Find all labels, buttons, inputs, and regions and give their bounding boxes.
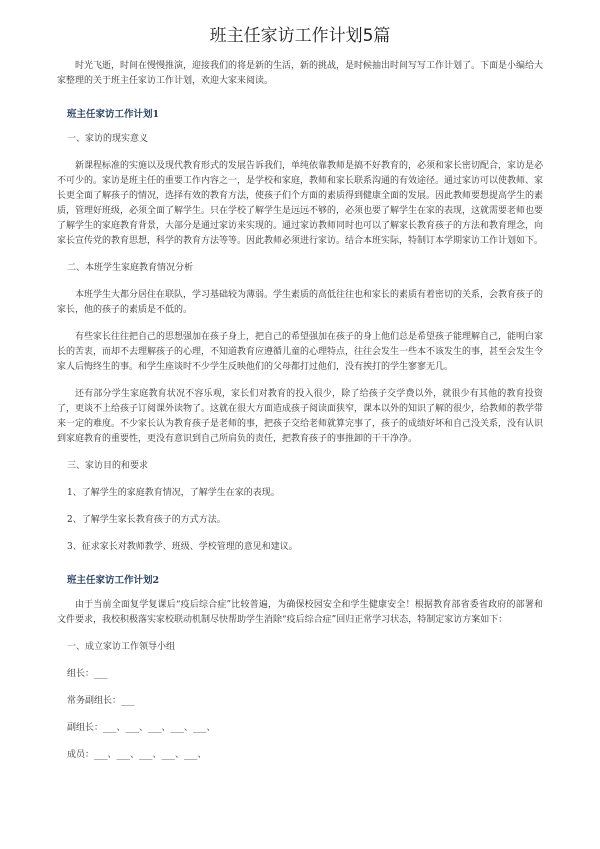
plan1-goal-1: 1、了解学生的家庭教育情况，了解学生在家的表现。 [67,488,280,498]
intro-paragraph: 时光飞逝，时间在慢慢推演，迎接我们的将是新的生活，新的挑战，是时候抽出时间写写工作计划了。下面是小编给大家整理的关于班主任家访工作计划，欢迎大家来阅读。 [57,61,544,86]
plan2-section1-heading: 一、成立家访工作领导小组 [67,642,176,652]
plan1-goal-3: 3、征求家长对教师教学、班级、学校管理的意见和建议。 [67,542,298,552]
plan1-title: 班主任家访工作计划1 [67,109,160,120]
plan1-section2-heading: 二、本班学生家庭教育情况分析 [67,263,194,273]
plan1-paragraph-2: 本班学生大都分居住在联队，学习基础较为薄弱。学生素质的高低往往也和家长的素质有着密切的关系，会教育孩子的家长，他的孩子的素质是不低的。 [57,290,544,315]
plan2-deputy-field: 副组长：___、___、___、___、___、 [67,723,216,733]
plan1-section1-heading: 一、家访的现实意义 [67,134,149,144]
plan1-section3-heading: 三、家访目的和要求 [67,461,149,471]
plan1-paragraph-3: 有些家长往往把自己的思想强加在孩子身上，把自己的希望强加在孩子的身上他们总是希望孩子能理解自己，能明白家长的苦衷，而却不去理解孩子的心理，不知道教育应遵循儿童的心理特点，往往会发生一些本不该发生的事，甚至会发生令家人后悔终生的事。和学生座谈时不少学生反映他们的父母都打过他们，没有挨打的学生寥寥无几。 [57,332,544,372]
plan2-paragraph-1: 由于当前全面复学复课后“疫后综合症”比较普遍，为确保校园安全和学生健康安全！根据教育部省委省政府的部署和文件要求，我校积极落实家校联动机制尽快帮助学生消除“疫后综合症”回归正常学习状态，特制定家访方案如下： [57,600,543,625]
plan2-exec-deputy-field: 常务副组长：___ [67,696,135,706]
document-title: 班主任家访工作计划5篇 [209,26,391,46]
plan2-title: 班主任家访工作计划2 [67,575,160,586]
plan2-members-field: 成员：___、___、___、___、___、 [67,750,207,760]
plan1-paragraph-4: 还有部分学生家庭教育状况不容乐观，家长们对教育的投入很少，除了给孩子交学费以外，就很少有其他的教育投资了，更谈不上给孩子订阅课外读物了。这就在很大方面造成孩子阅读面狭窄，课本以外的知识了解的很少，给教师的教学带来一定的难度。不少家长认为教育孩子是老师的事，把孩子交给老师就算完事了，孩子的成绩好坏和自己没关系，没有认识到家庭教育的重要性，更没有意识到自己所肩负的责任，把教育孩子的事推卸的干干净净。 [57,389,544,444]
plan1-goal-2: 2、了解学生家长教育孩子的方式方法。 [67,515,226,525]
plan2-leader-field: 组长：___ [67,669,108,679]
plan1-paragraph-1: 新课程标准的实施以及现代教育形式的发展告诉我们，单纯依靠教师是搞不好教育的，必须和家长密切配合，家访是必不可少的。家访是班主任的重要工作内容之一，是学校和家庭，教师和家长联系沟通的有效途径。通过家访可以使教师、家长更全面了解孩子的情况，选择有效的教育方法，使孩子们个方面的素质得到健康全面的发展。因此教师要想提高学生的素质，管理好班级，必须全面了解学生。只在学校了解学生是远远不够的，必须也要了解学生在家的表现，这就需要老师也要了解学生的家庭教育背景，大部分是通过家访来实现的。通过家访教师同时也可以了解家长教育孩子的方法和教育理念，向家长宣传党的教育思想，科学的教育方法等等。因此教师必须进行家访。结合本班实际，特制订本学期家访工作计划如下。 [57,161,544,246]
